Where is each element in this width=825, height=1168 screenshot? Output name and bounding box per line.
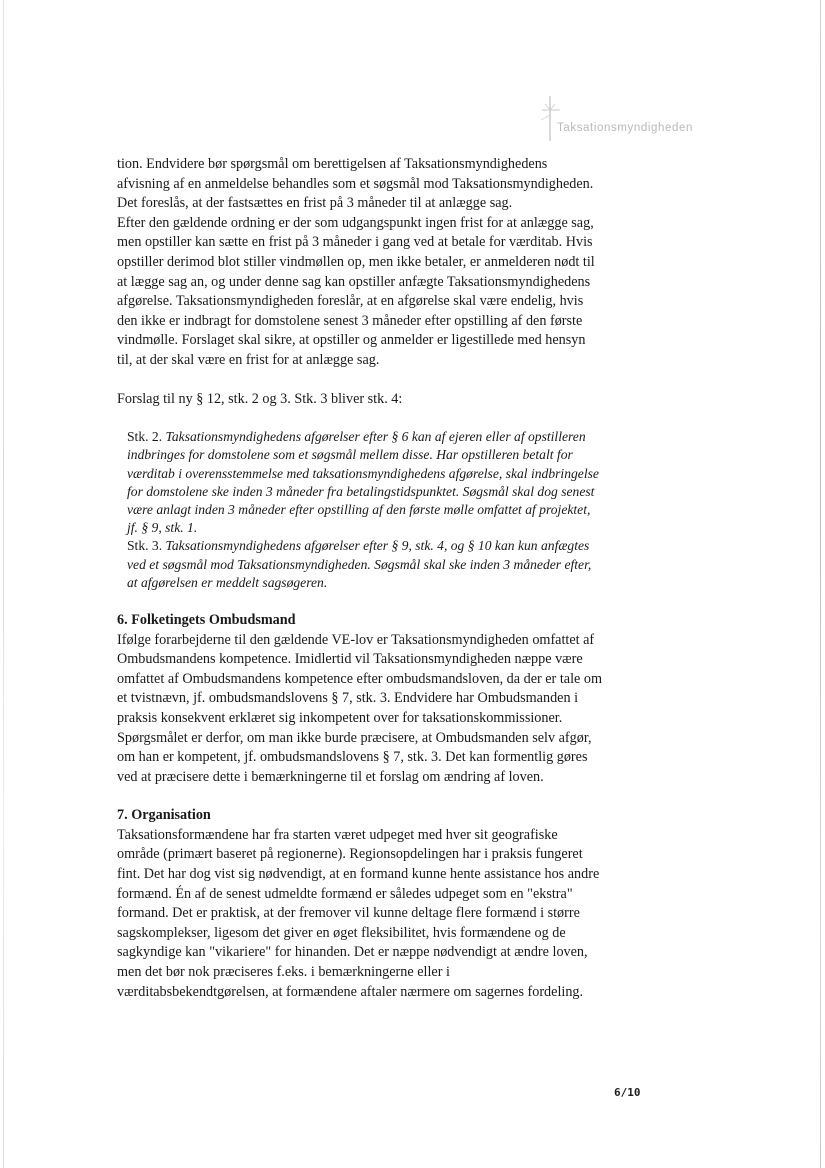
scan-edge-left (3, 0, 4, 1168)
scan-edge-right (820, 0, 821, 1168)
stk-2-label: Stk. 2. (127, 429, 163, 445)
page-number: 6/10 (614, 1086, 641, 1099)
stk-2-text: Taksationsmyndighedens afgørelser efter § 6 kan af ejeren eller af opstilleren indbringes for domstolene som et søgsmål mellem disse. Har opstilleren betalt for værditab i overensstemmelse med taksationsmyndighedens afgørelse, skal indbringelse for domstolene ske inden 3 måneder fra betalingstidspunktet. Søgsmål skal dog senest være anlagt inden 3 måneder efter opstilling af den første mølle omfattet af projektet, jf. § 9, stk. 1. (127, 429, 599, 536)
logo-mark-icon (533, 96, 563, 142)
paragraph-ombudsmand: Ifølge forarbejderne til den gældende VE-lov er Taksationsmyndigheden omfattet af Ombudsmandens kompetence. Imidlertid vil Taksationsmyndigheden næppe være omfattet af Ombudsmandens kompetence efter ombudsmandsloven, da der er tale om et tvistnævn, jf. ombudsmandslovens § 7, stk. 3. Endvidere har Ombudsmanden i praksis konsekvent erklæret sig inkompetent over for taksationskommissioner. Spørgsmålet er derfor, om man ikke burde præcisere, at Ombudsmanden selv afgør, om han er kompetent, jf. ombudsmandslovens § 7, stk. 3. Det kan formentlig gøres ved at præcisere dette i bemærkningerne til et forslag om ændring af loven. (117, 631, 602, 785)
section-heading-organisation: 7. Organisation (117, 807, 211, 824)
section-heading-ombudsmand: 6. Folketingets Ombudsmand (117, 611, 296, 628)
proposed-stk-3 (127, 537, 602, 592)
paragraph-current-rules: Efter den gældende ordning er der som udgangspunkt ingen frist for at anlægge sag, men opstiller kan sætte en frist på 3 måneder i gang ved at betale for værditab. Hvis opstiller derimod blot stiller vindmøllen op, men ikke betaler, er anmelderen nødt til at lægge sag an, og under denne sag kan opstiller anfægte Taksationsmyndighedens afgørelse. Taksationsmyndigheden foreslår, at en afgørelse skal være endelig, hvis den ikke er indbragt for domstolene senest 3 måneder efter opstilling af den første vindmølle. Forslaget skal sikre, at opstiller og anmelder er ligestillede med hensyn til, at der skal være en frist for at anlægge sag. (117, 214, 595, 368)
proposed-text (127, 428, 602, 592)
logo (533, 96, 703, 142)
paragraph-intro: tion. Endvidere bør spørgsmål om berettigelsen af Taksationsmyndighedens afvisning af en anmeldelse behandles som et søgsmål mod Taksationsmyndigheden. Det foreslås, at der fastsættes en frist på 3 måneder til at anlægge sag. (117, 156, 594, 212)
proposed-stk-2 (127, 428, 602, 537)
paragraph-organisation: Taksationsformændene har fra starten været udpeget med hver sit geografiske område (primært baseret på regionerne). Regionsopdelingen har i praksis fungeret fint. Det har dog vist sig nødvendigt, at en formand kunne hente assistance hos andre formænd. Én af de senest udmeldte formænd er således udpeget som en "ekstra" formand. Det er praktisk, at der fremover vil kunne deltage flere formænd i større sagskomplekser, ligesom det giver en øget fleksibilitet, hvis formændene og de sagkyndige kan "vikariere" for hinanden. Det er næppe nødvendigt at ændre loven, men det bør nok præciseres f.eks. i bemærkningerne eller i værditabsbekendtgørelsen, at formændene aftaler nærmere om sagernes fordeling. (117, 826, 600, 1000)
logo-text: Taksationsmyndigheden (557, 122, 693, 134)
stk-3-label: Stk. 3. (127, 538, 163, 554)
paragraph-proposal-intro: Forslag til ny § 12, stk. 2 og 3. Stk. 3 bliver stk. 4: (117, 390, 403, 407)
document-body (117, 155, 602, 1002)
stk-3-text: Taksationsmyndighedens afgørelser efter § 9, stk. 4, og § 10 kan kun anfægtes ved et søgsmål mod Taksationsmyndigheden. Søgsmål skal ske inden 3 måneder efter, at afgørelsen er meddelt sagsøgeren. (127, 538, 592, 590)
